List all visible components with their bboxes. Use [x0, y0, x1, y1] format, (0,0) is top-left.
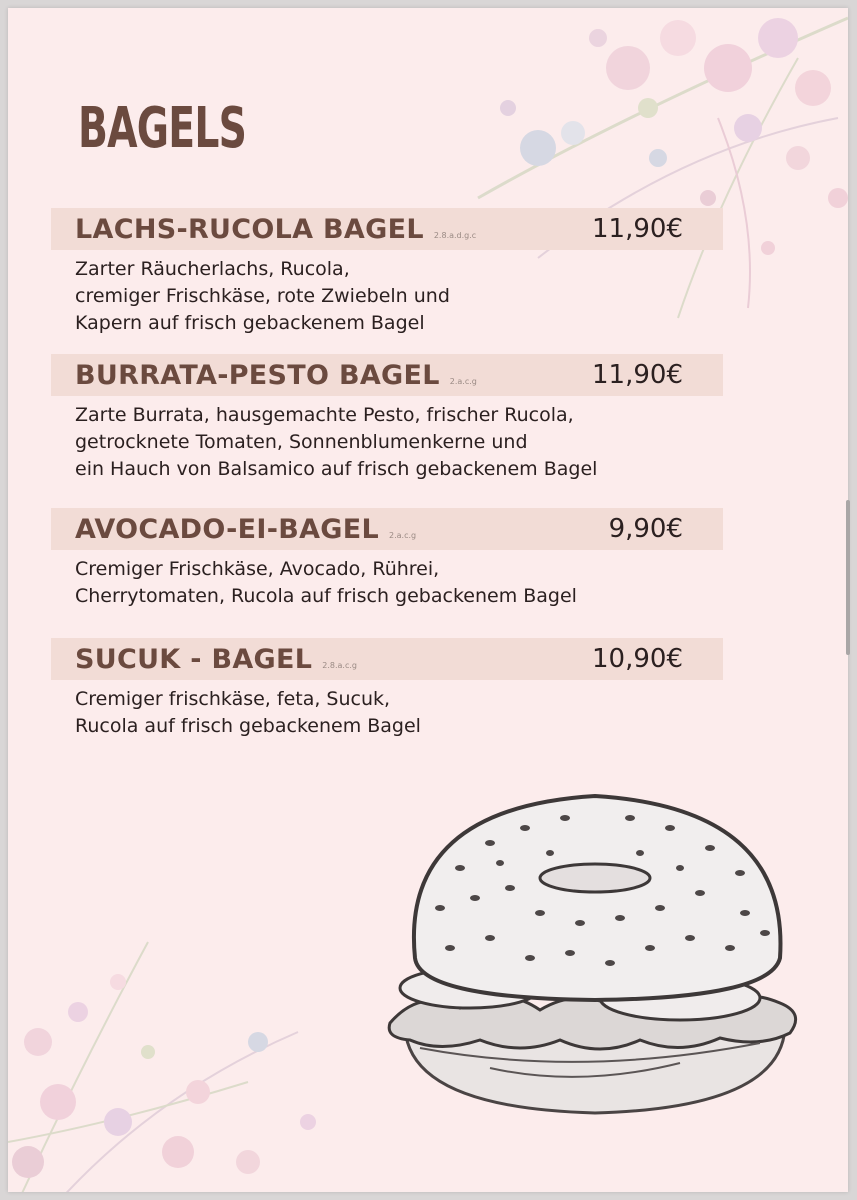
scrollbar-thumb[interactable]: [846, 500, 850, 655]
menu-item-price: 11,90€: [592, 360, 683, 390]
menu-page: [8, 8, 848, 1192]
menu-item-description: Zarter Räucherlachs, Rucola, cremiger Frischkäse, rote Zwiebeln und Kapern auf frisch gebackenem Bagel: [75, 258, 450, 334]
menu-item-price: 11,90€: [592, 214, 683, 244]
bagel-sandwich-illustration: [380, 788, 810, 1118]
menu-item-description: Zarte Burrata, hausgemachte Pesto, frischer Rucola, getrocknete Tomaten, Sonnenblumenkerne und ein Hauch von Balsamico auf frisch gebackenem Bagel: [75, 404, 598, 480]
menu-item: [51, 208, 723, 337]
menu-item-header: [51, 508, 723, 550]
menu-item-header: [51, 208, 723, 250]
menu-item: [51, 638, 723, 740]
menu-item-name: SUCUK - BAGEL: [75, 643, 313, 675]
menu-item-description: Cremiger frischkäse, feta, Sucuk, Rucola auf frisch gebackenem Bagel: [75, 688, 421, 737]
menu-item-name: BURRATA-PESTO BAGEL: [75, 359, 440, 391]
menu-item-description: Cremiger Frischkäse, Avocado, Rührei, Cherrytomaten, Rucola auf frisch gebackenem Bagel: [75, 558, 577, 607]
menu-item-allergens: 2.8.a.d.g.c: [433, 230, 477, 240]
menu-item-name: LACHS-RUCOLA BAGEL: [75, 213, 424, 245]
section-title: BAGELS: [78, 96, 247, 161]
menu-item: [51, 354, 723, 483]
menu-item: [51, 508, 723, 610]
menu-item-header: [51, 354, 723, 396]
menu-item-price: 10,90€: [592, 644, 683, 674]
menu-item-name: AVOCADO-EI-BAGEL: [75, 513, 380, 545]
menu-item-header: [51, 638, 723, 680]
menu-item-allergens: 2.a.c.g: [449, 376, 477, 386]
menu-item-allergens: 2.8.a.c.g: [322, 660, 357, 670]
menu-item-price: 9,90€: [608, 514, 683, 544]
menu-item-allergens: 2.a.c.g: [389, 530, 417, 540]
watercolor-flowers-bottom-decoration: [8, 922, 418, 1192]
